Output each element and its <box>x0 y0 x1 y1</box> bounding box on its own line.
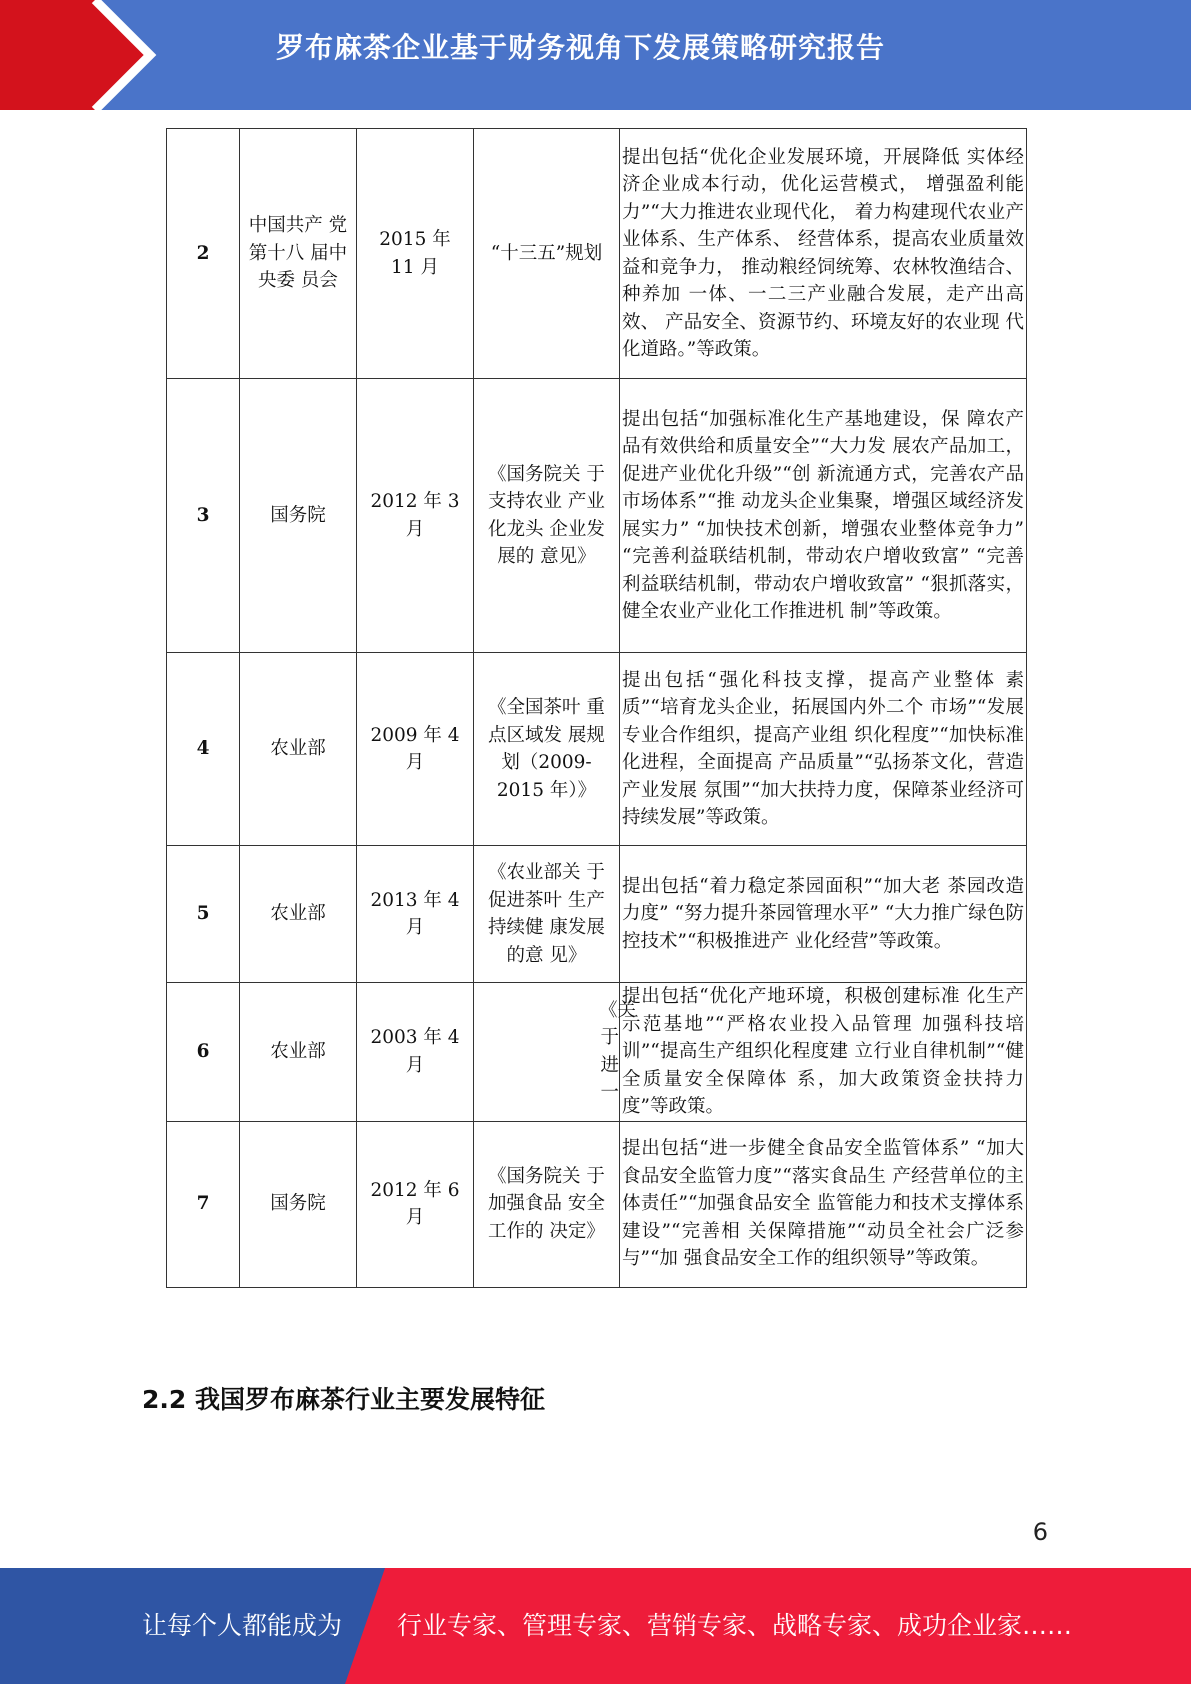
table-row <box>167 1121 1027 1287</box>
policy-description: 提出包括“加强标准化生产基地建设，保 障农产品有效供给和质量安全”“大力发 展农产品加工，促进产业优化升级”“创 新流通方式，完善农产品市场体系”“推 动龙头企业集聚，增强区域经济发展实力” “加快技术创新，增强农业整体竞争力” “完善利益联结机制，带动农户增收致富” “完善利益联结机制，带动农户增收致富” “狠抓落实，健全农业产业化工作推进机 制”等政策。 <box>620 379 1027 653</box>
table-row <box>167 846 1027 983</box>
table-row <box>167 983 1027 1122</box>
policy-description: 提出包括“优化产地环境，积极创建标准 化生产示范基地”“严格农业投入品管理 加强科技培训”“提高生产组织化程度建 立行业自律机制”“健全质量安全保障体 系，加大政策资金扶持力度”等政策。 <box>620 983 1027 1122</box>
report-title <box>160 0 1191 100</box>
footer-slogan-right: 行业专家、管理专家、营销专家、战略专家、成功企业家…… <box>397 1611 1073 1640</box>
footer-slogan-left: 让每个人都能成为 <box>142 1611 343 1640</box>
issue-date: 2013 年 4 月 <box>357 846 474 983</box>
policy-table <box>166 128 1027 1288</box>
issue-date: 2003 年 4 月 <box>357 983 474 1122</box>
row-index: 3 <box>167 379 240 653</box>
table-row <box>167 129 1027 379</box>
row-index: 5 <box>167 846 240 983</box>
row-index: 4 <box>167 653 240 846</box>
policy-document: 《国务院关 于加强食品 安全工作的 决定》 <box>474 1121 620 1287</box>
issuing-organization: 国务院 <box>240 1121 357 1287</box>
row-index: 2 <box>167 129 240 379</box>
policy-document: 《全国茶叶 重点区域发 展规划（2009-2015 年）》 <box>474 653 620 846</box>
issuing-organization: 国务院 <box>240 379 357 653</box>
page-footer <box>0 1568 1191 1684</box>
issue-date: 2009 年 4 月 <box>357 653 474 846</box>
issuing-organization: 农业部 <box>240 653 357 846</box>
issuing-organization: 农业部 <box>240 846 357 983</box>
page-header <box>0 0 1191 110</box>
policy-document: “十三五”规划 <box>474 129 620 379</box>
issuing-organization: 农业部 <box>240 983 357 1122</box>
table-row <box>167 653 1027 846</box>
row-index: 6 <box>167 983 240 1122</box>
issuing-organization: 中国共产 党第十八 届中央委 员会 <box>240 129 357 379</box>
policy-document: 《农业部关 于促进茶叶 生产持续健 康发展的意 见》 <box>474 846 620 983</box>
policy-document-truncated <box>474 983 637 1122</box>
policy-description: 提出包括“进一步健全食品安全监管体系” “加大食品安全监管力度”“落实食品生 产经营单位的主体责任”“加强食品安全 监管能力和技术支撑体系建设”“完善相 关保障措施”“动员全社会广泛参与”“加 强食品安全工作的组织领导”等政策。 <box>620 1121 1027 1287</box>
policy-description: 提出包括“强化科技支撑，提高产业整体 素质”“培育龙头企业，拓展国内外二个 市场”“发展专业合作组织，提高产业组 织化程度”“加快标准化进程，全面提高 产品质量”“弘扬茶文化，营造产业发展 氛围”“加大扶持力度，保障茶业经济可 持续发展”等政策。 <box>620 653 1027 846</box>
page-number: 6 <box>1032 1518 1048 1546</box>
policy-document: 《国务院关 于支持农业 产业化龙头 企业发展的 意见》 <box>474 379 620 653</box>
issue-date: 2012 年 3 月 <box>357 379 474 653</box>
policy-description: 提出包括“着力稳定茶园面积”“加大老 茶园改造力度” “努力提升茶园管理水平” “大力推广绿色防控技术”“积极推进产 业化经营”等政策。 <box>620 846 1027 983</box>
row-index: 7 <box>167 1121 240 1287</box>
table-row <box>167 379 1027 653</box>
section-heading: 2.2 我国罗布麻茶行业主要发展特征 <box>142 1385 545 1414</box>
issue-date: 2015 年 11 月 <box>357 129 474 379</box>
issue-date: 2012 年 6 月 <box>357 1121 474 1287</box>
policy-description: 提出包括“优化企业发展环境，开展降低 实体经济企业成本行动，优化运营模式， 增强盈利能力”“大力推进农业现代化， 着力构建现代农业产业体系、生产体系、 经营体系，提高农业质量效益和竞争力， 推动粮经饲统筹、农林牧渔结合、种养加 一体、一二三产业融合发展，走产出高效、 产品安全、资源节约、环境友好的农业现 代化道路。”等政策。 <box>620 129 1027 379</box>
report-title-text: 罗布麻茶企业基于财务视角下发展策略研究报告 <box>275 31 885 64</box>
truncated-document-text: 《关于进一 <box>599 999 637 1104</box>
header-red-arrow <box>0 0 150 110</box>
